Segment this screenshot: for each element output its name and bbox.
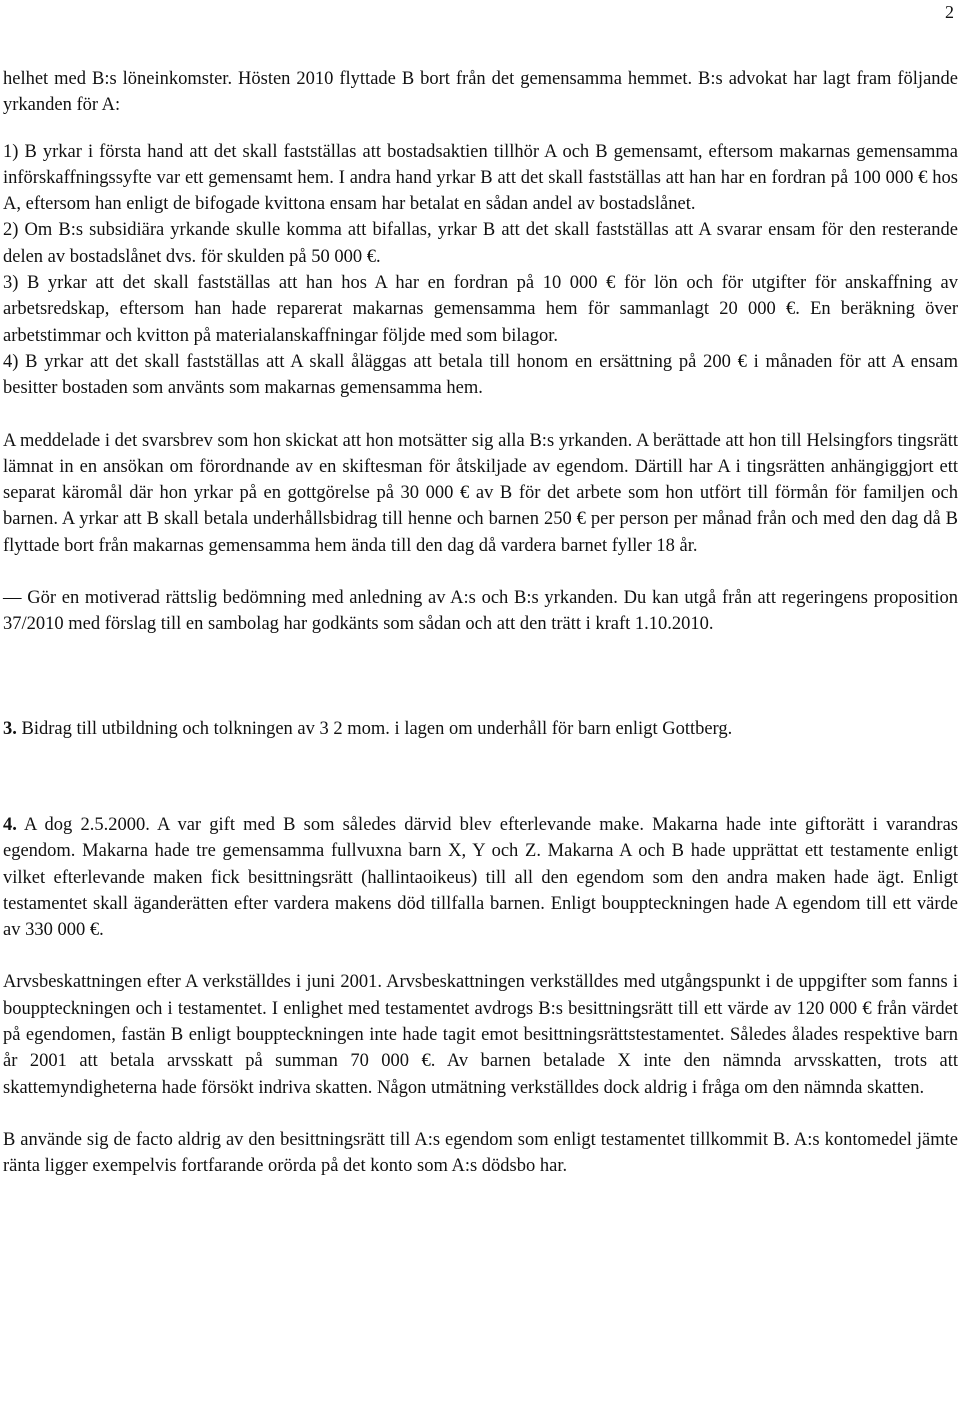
question-4 <box>3 812 958 943</box>
paragraph-claim-1: 1) B yrkar i första hand att det skall fastställas att bostadsaktien tillhör A och B gemensamt, eftersom makarnas gemensamma införskaffningssyfte var ett gemensamt hem. I andra hand yrkar B att det skall fastställas att han har en fordran på 100 000 € hos A, eftersom han enligt de bifogade kvittona ensam har betalat en sådan andel av bostadslånet. <box>3 141 958 215</box>
paragraph-response: A meddelade i det svarsbrev som hon skickat att hon motsätter sig alla B:s yrkanden. A berättade att hon till Helsingfors tingsrätt lämnat in en ansökan om förordnande av en skiftesman för åtskiljade av egendom. Därtill har A i tingsrätten anhängiggjort ett separat käromål där hon yrkar på en gottgörelse på 30 000 € av B för det arbete som hon utfört till förmån för familjen och barnen. A yrkar att B skall betala underhållsbidrag till henne och barnen 250 € per person per månad från och med den dag då B flyttade bort från makarnas gemensamma hem ända till den dag då vardera barnet fyller 18 år. <box>3 430 958 556</box>
paragraph-intro: helhet med B:s löneinkomster. Hösten 2010 flyttade B bort från det gemensamma hemmet. B:s advokat har lagt fram följande yrkanden för A: <box>3 69 958 116</box>
paragraph-claim-2: 2) Om B:s subsidiära yrkande skulle komma att bifallas, yrkar B att det skall fastställas att A svarar ensam för den resterande delen av bostadslånet dvs. för skulden på 50 000 €. <box>3 220 958 267</box>
question-3-number: 3. <box>3 718 17 739</box>
page-number: 2 <box>945 2 954 22</box>
paragraph-final: B använde sig de facto aldrig av den besittningsrätt till A:s egendom som enligt testamentet tillkommit B. A:s kontomedel jämte ränta ligger exempelvis fortfarande orörda på det konto som A:s dödsbo har. <box>3 1129 958 1177</box>
question-4-text: A dog 2.5.2000. A var gift med B som således därvid blev efterlevande make. Makarna hade inte giftorätt i varandras egendom. Makarna hade tre gemensamma fullvuxna barn X, Y och Z. Makarna A och B hade upprättat ett testamente enligt vilket efterlevande maken fick besittningsrätt (hallintaoikeus) till all den egendom som den andra maken hade ägt. Enligt testamentet skall äganderätten efter vardera makens död tillfalla barnen. Enligt bouppteckningen hade A egendom till ett värde av 330 000 €. <box>3 814 958 941</box>
question-3 <box>3 716 958 742</box>
question-3-text: Bidrag till utbildning och tolkningen av 3 2 mom. i lagen om underhåll för barn enligt Gottberg. <box>16 718 733 739</box>
paragraph-claim-4: 4) B yrkar att det skall fastställas att A skall åläggas att betala till honom en ersättning på 200 € i månaden för att A ensam besitter bostaden som använts som makarnas gemensamma hem. <box>3 351 958 399</box>
document-body <box>3 66 958 1180</box>
question-4-number: 4. <box>3 814 17 835</box>
paragraph-task: — Gör en motiverad rättslig bedömning med anledning av A:s och B:s yrkanden. Du kan utgå från att regeringens proposition 37/2010 med förslag till en sambolag har godkänts som sådan och att den trätt i kraft 1.10.2010. <box>3 588 958 635</box>
paragraph-tax: Arvsbeskattningen efter A verkställdes i juni 2001. Arvsbeskattningen verkställdes med utgångspunkt i de uppgifter som fanns i bouppteckningen och i testamentet. I enlighet med testamentet avdrogs B:s besittningsrätt till ett värde av 120 000 € från värdet på egendomen, fastän B enligt bouppteckningen inte hade tagit emot besittningsrättstestamentet. Således ålades respektive barn år 2001 att betala arvsskatt på summan 70 000 €. Av barnen betalade X inte den nämnda arvsskatten, trots att skattemyndigheterna hade försökt indriva skatten. Någon utmätning verkställdes dock aldrig i fråga om den nämnda skatten. <box>3 972 958 1098</box>
paragraph-claim-3: 3) B yrkar att det skall fastställas att han hos A har en fordran på 10 000 € för lön och för utgifter för anskaffning av arbetsredskap, eftersom han hade reparerat makarnas gemensamma hem för sammanlagt 20 000 €. En beräkning över arbetstimmar och kvitton på materialanskaffningar följde med som bilagor. <box>3 273 958 346</box>
